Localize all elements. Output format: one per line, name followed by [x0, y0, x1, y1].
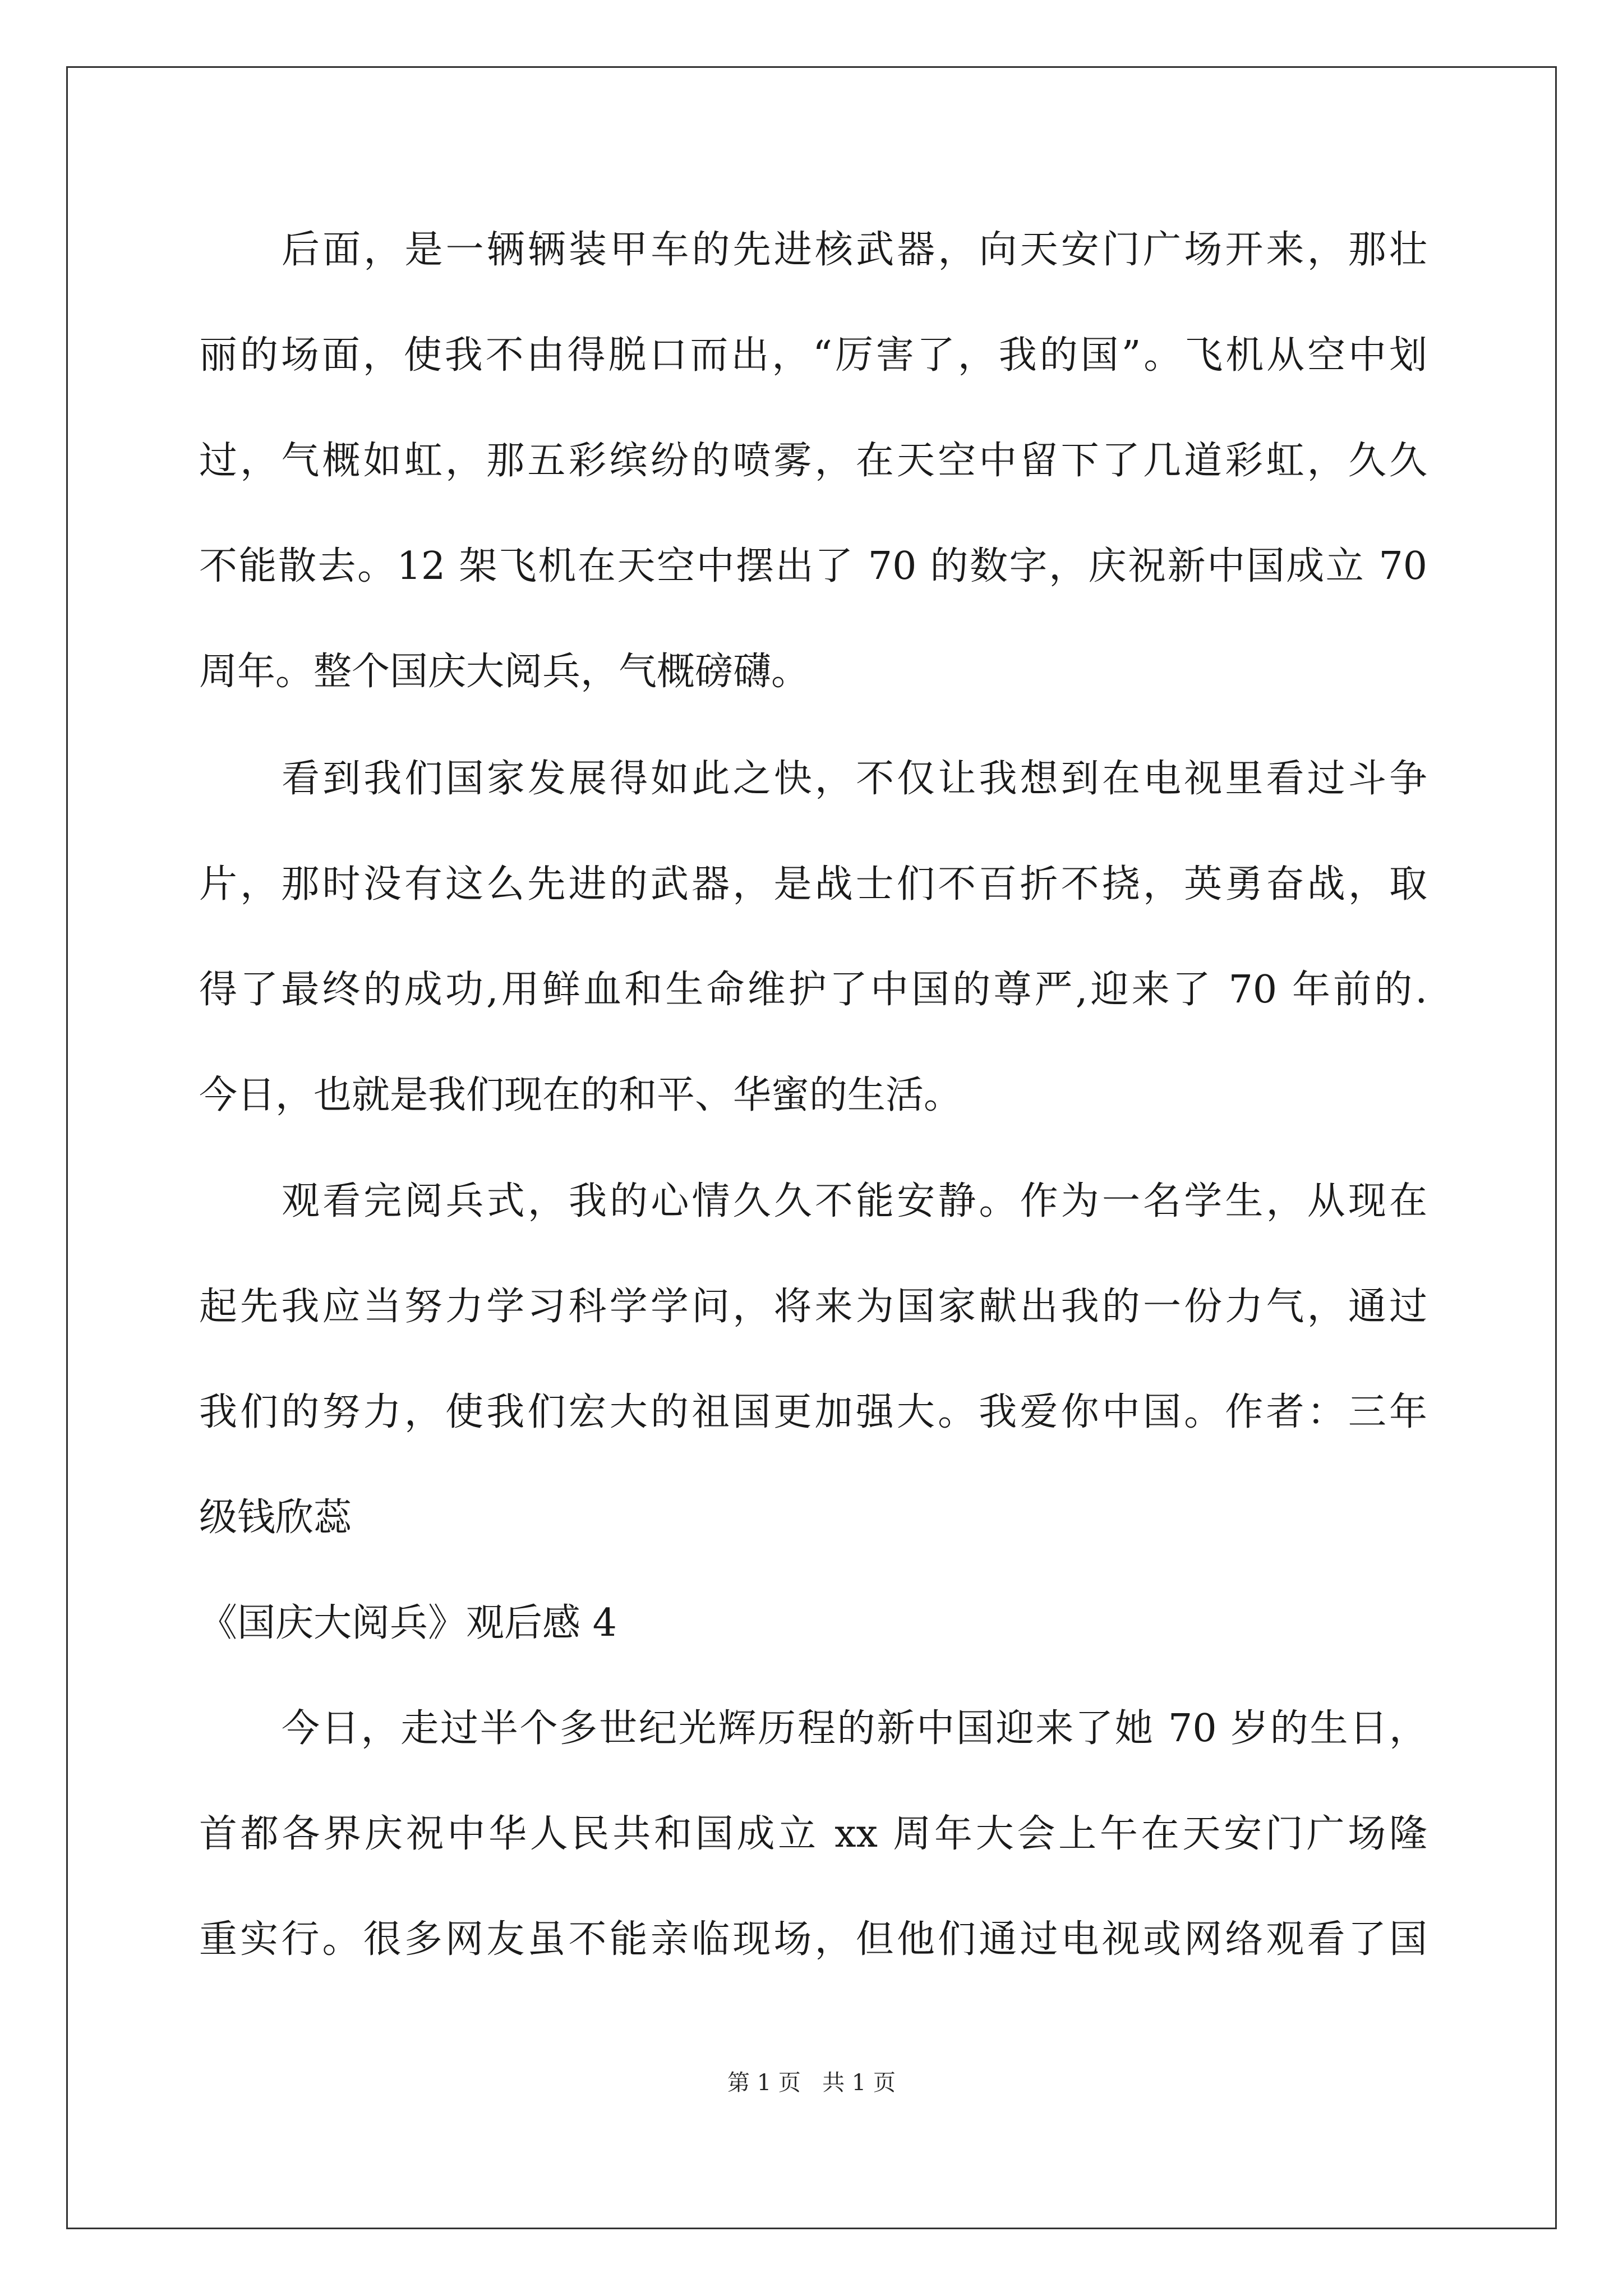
paragraph-4-line-1: 今日，走过半个多世纪光辉历程的新中国迎来了她 70 岁的生日，	[282, 1706, 1427, 1751]
paragraph-1-line-1: 后面，是一辆辆装甲车的先进核武器，向天安门广场开来，那壮	[282, 228, 1427, 272]
paragraph-3-line-4: 级钱欣蕊	[199, 1496, 352, 1540]
paragraph-2-line-2: 片，那时没有这么先进的武器，是战士们不百折不挠，英勇奋战，取	[199, 862, 1427, 907]
page-number-footer: 第 1 页 共 1 页	[727, 2070, 896, 2096]
paragraph-1-line-2: 丽的场面，使我不由得脱口而出，“厉害了，我的国”。飞机从空中划	[199, 333, 1427, 378]
paragraph-2-line-3: 得了最终的成功,用鲜血和生命维护了中国的尊严,迎来了 70 年前的.	[199, 968, 1427, 1012]
paragraph-1-line-3: 过，气概如虹，那五彩缤纷的喷雾，在天空中留下了几道彩虹，久久	[199, 439, 1427, 483]
paragraph-3-line-3: 我们的努力，使我们宏大的祖国更加强大。我爱你中国。作者：三年	[199, 1390, 1427, 1434]
paragraph-2-line-1: 看到我们国家发展得如此之快，不仅让我想到在电视里看过斗争	[282, 757, 1427, 801]
page-frame	[66, 66, 1557, 2229]
section-heading: 《国庆大阅兵》观后感 4	[199, 1601, 617, 1645]
paragraph-3-line-2: 起先我应当努力学习科学学问，将来为国家献出我的一份力气，通过	[199, 1285, 1427, 1329]
paragraph-4-line-3: 重实行。很多网友虽不能亲临现场，但他们通过电视或网络观看了国	[199, 1917, 1427, 1962]
paragraph-4-line-2: 首都各界庆祝中华人民共和国成立 xx 周年大会上午在天安门广场隆	[199, 1812, 1427, 1856]
paragraph-3-line-1: 观看完阅兵式，我的心情久久不能安静。作为一名学生，从现在	[282, 1179, 1427, 1223]
paragraph-1-line-5: 周年。整个国庆大阅兵，气概磅礴。	[199, 650, 810, 694]
paragraph-2-line-4: 今日，也就是我们现在的和平、华蜜的生活。	[199, 1073, 962, 1117]
paragraph-1-line-4: 不能散去。12 架飞机在天空中摆出了 70 的数字，庆祝新中国成立 70	[199, 544, 1427, 588]
